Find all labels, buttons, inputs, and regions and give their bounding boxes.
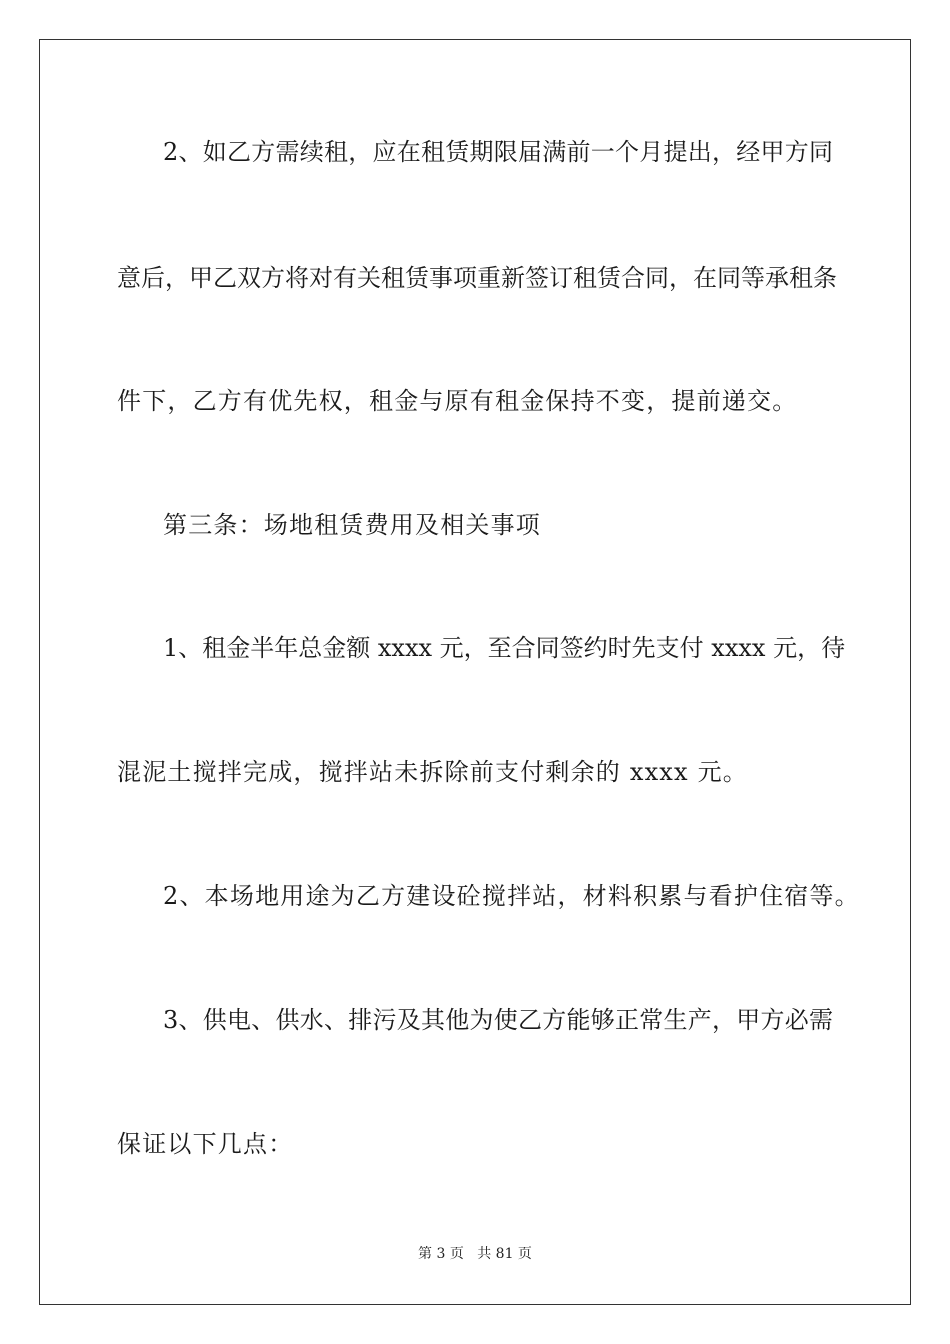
item-1-line-1: 1、租金半年总金额 xxxx 元，至合同签约时先支付 xxxx 元，待 [163, 634, 846, 662]
item-1-line-2: 混泥土搅拌完成，搅拌站未拆除前支付剩余的 xxxx 元。 [117, 758, 748, 786]
item-3-line-1: 3、供电、供水、排污及其他为使乙方能够正常生产，甲方必需 [163, 1006, 833, 1034]
clause-2-line-2: 意后，甲乙双方将对有关租赁事项重新签订租赁合同，在同等承租条 [117, 264, 837, 292]
page-total: 共 81 页 [477, 1246, 532, 1262]
clause-2-line-1: 2、如乙方需续租，应在租赁期限届满前一个月提出，经甲方同 [163, 138, 833, 166]
page-footer [0, 1245, 950, 1263]
clause-2-line-3: 件下，乙方有优先权，租金与原有租金保持不变，提前递交。 [117, 387, 798, 415]
page-number: 第 3 页 [418, 1246, 464, 1262]
item-3-line-2: 保证以下几点： [117, 1130, 294, 1158]
item-2-line-1: 2、本场地用途为乙方建设砼搅拌站，材料积累与看护住宿等。 [163, 882, 860, 910]
article-3-heading: 第三条：场地租赁费用及相关事项 [163, 511, 541, 539]
page-border [39, 39, 911, 1305]
